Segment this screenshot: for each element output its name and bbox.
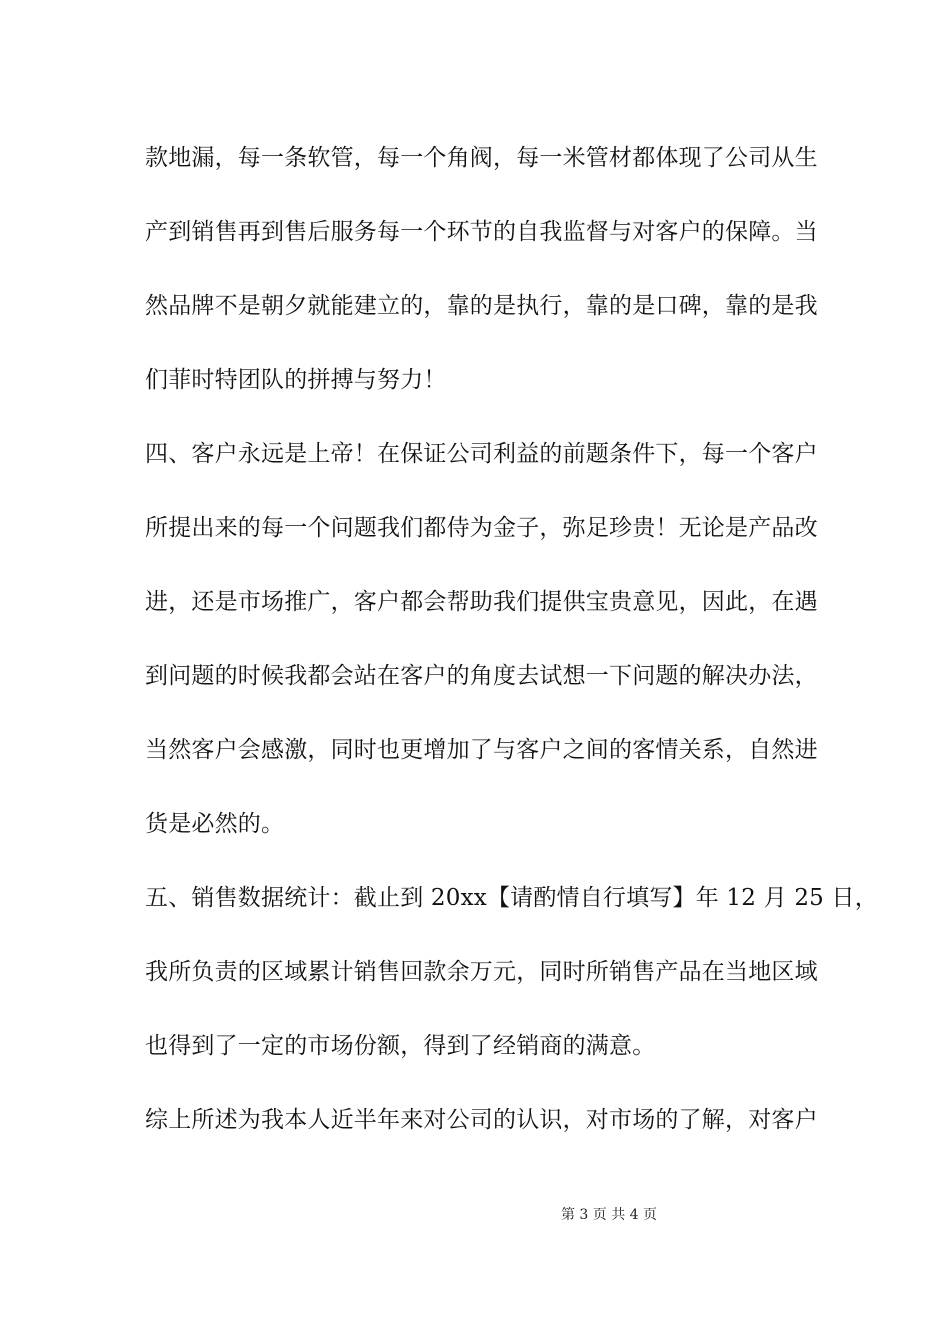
page-footer [0,1204,950,1224]
text-line: 们菲时特团队的拼搏与努力！ [145,367,447,393]
text-line: 所提出来的每一个问题我们都侍为金子，弥足珍贵！无论是产品改 [145,515,818,541]
page-number: 第 3 页 共 4 页 [560,1207,658,1223]
text-line: 货是必然的。 [145,811,285,837]
section-five-line: 五、销售数据统计：截止到 20xx【请酌情自行填写】年 12 月 25 日， [145,885,878,911]
text-line: 进，还是市场推广，客户都会帮助我们提供宝贵意见，因此，在遇 [145,589,818,615]
text-line: 产到销售再到售后服务每一个环节的自我监督与对客户的保障。当 [145,219,818,245]
section-four-line: 四、客户永远是上帝！在保证公司利益的前题条件下，每一个客户 [145,441,818,467]
summary-line: 综上所述为我本人近半年来对公司的认识，对市场的了解，对客户 [145,1107,818,1133]
text-line: 到问题的时候我都会站在客户的角度去试想一下问题的解决办法， [145,663,818,689]
text-line: 我所负责的区域累计销售回款余万元，同时所销售产品在当地区域 [145,959,818,985]
text-line: 款地漏，每一条软管，每一个角阀，每一米管材都体现了公司从生 [145,145,818,171]
text-line: 当然客户会感激，同时也更增加了与客户之间的客情关系，自然进 [145,737,818,763]
text-line: 然品牌不是朝夕就能建立的，靠的是执行，靠的是口碑，靠的是我 [145,293,818,319]
document-body [145,134,878,1170]
text-line: 也得到了一定的市场份额，得到了经销商的满意。 [145,1033,656,1059]
